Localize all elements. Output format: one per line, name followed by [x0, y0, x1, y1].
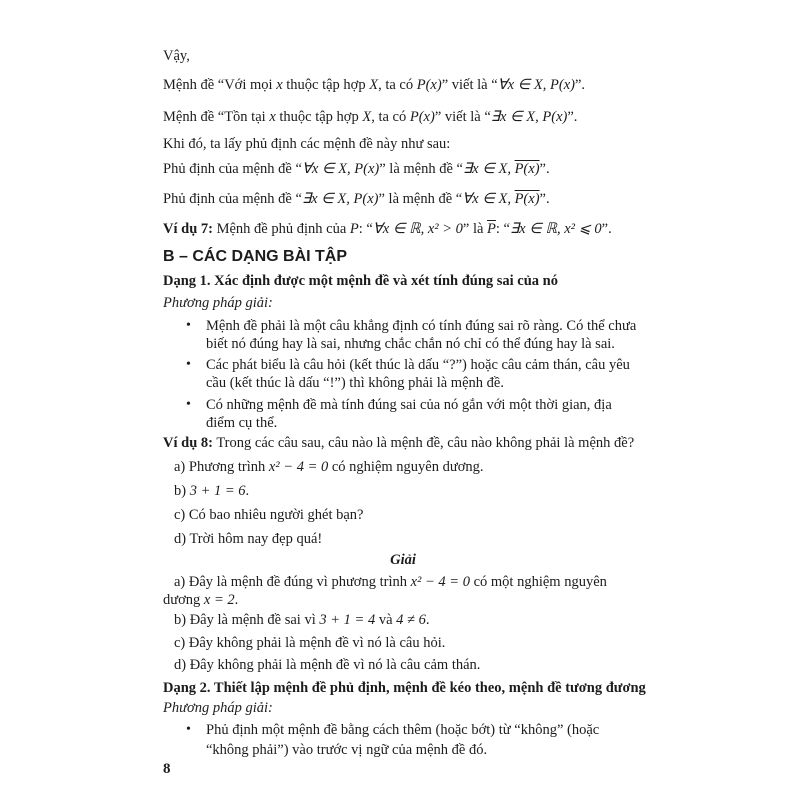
dang-2-bullet-1-line-1: Phủ định một mệnh đề bằng cách thêm (hoặc bớt) từ “không” (hoặc [206, 722, 600, 738]
example-8-item-a: a) Phương trình x² − 4 = 0 có nghiệm nguyên dương. [174, 459, 484, 475]
dang-1-bullet-3-line-2: điểm cụ thể. [206, 415, 278, 431]
solution-b: b) Đây là mệnh đề sai vì 3 + 1 = 4 và 4 ≠ 6. [174, 612, 430, 628]
intro-line-forall: Mệnh đề “Với mọi x thuộc tập hợp X, ta có P(x)” viết là “∀x ∈ X, P(x)”. [163, 77, 586, 93]
dang-1-bullet-2-line-2: cầu (kết thúc là dấu “!”) thì không phải là mệnh đề. [206, 375, 504, 391]
bullet-icon: • [186, 722, 191, 737]
solution-a-line-2: dương x = 2. [163, 592, 239, 608]
section-b-title: B – CÁC DẠNG BÀI TẬP [163, 248, 348, 265]
intro-line-exists: Mệnh đề “Tồn tại x thuộc tập hợp X, ta có P(x)” viết là “∃x ∈ X, P(x)”. [163, 109, 578, 125]
intro-line-neg-exists: Phủ định của mệnh đề “∃x ∈ X, P(x)” là mệnh đề “∀x ∈ X, P(x)”. [163, 191, 550, 207]
example-8-item-d: d) Trời hôm nay đẹp quá! [174, 531, 323, 547]
solution-title: Giải [390, 552, 416, 568]
dang-1-bullet-3-line-1: Có những mệnh đề mà tính đúng sai của nó gắn với một thời gian, địa [206, 397, 612, 413]
example-7: Ví dụ 7: Mệnh đề phủ định của P: “∀x ∈ ℝ, x² > 0” là $\overline{P}$: “∃x ∈ ℝ, x² ⩽ 0”. [163, 221, 612, 237]
bullet-icon: • [186, 357, 191, 372]
example-8-item-b: b) 3 + 1 = 6. [174, 483, 250, 499]
intro-vay: Vậy, [163, 48, 190, 64]
solution-c: c) Đây không phải là mệnh đề vì nó là câu hỏi. [174, 635, 446, 651]
dang-1-method: Phương pháp giải: [163, 295, 273, 311]
bullet-icon: • [186, 318, 191, 333]
bullet-icon: • [186, 397, 191, 412]
dang-2-method: Phương pháp giải: [163, 700, 273, 716]
page-number: 8 [163, 761, 171, 777]
dang-1-bullet-1-line-1: Mệnh đề phải là một câu khẳng định có tính đúng sai rõ ràng. Có thể chưa [206, 318, 637, 334]
example-8-question: Ví dụ 8: Trong các câu sau, câu nào là mệnh đề, câu nào không phải là mệnh đề? [163, 435, 635, 451]
example-8-item-c: c) Có bao nhiêu người ghét bạn? [174, 507, 364, 523]
intro-line-neg-forall: Phủ định của mệnh đề “∀x ∈ X, P(x)” là mệnh đề “∃x ∈ X, P(x)”. [163, 161, 550, 177]
dang-1-bullet-2-line-1: Các phát biểu là câu hỏi (kết thúc là dấu “?”) hoặc câu cảm thán, câu yêu [206, 357, 630, 373]
dang-1-bullet-1-line-2: biết nó đúng hay là sai, nhưng chắc chắn nó chỉ có thể đúng hay là sai. [206, 336, 615, 352]
dang-1-title: Dạng 1. Xác định được một mệnh đề và xét tính đúng sai của nó [163, 273, 558, 289]
dang-2-title: Dạng 2. Thiết lập mệnh đề phủ định, mệnh đề kéo theo, mệnh đề tương đương [163, 680, 646, 696]
solution-a-line-1: a) Đây là mệnh đề đúng vì phương trình x² − 4 = 0 có một nghiệm nguyên [174, 574, 607, 590]
solution-d: d) Đây không phải là mệnh đề vì nó là câu cảm thán. [174, 657, 481, 673]
dang-2-bullet-1-line-2: “không phải”) vào trước vị ngữ của mệnh đề đó. [206, 742, 488, 758]
intro-line-negation-intro: Khi đó, ta lấy phủ định các mệnh đề này như sau: [163, 136, 451, 152]
